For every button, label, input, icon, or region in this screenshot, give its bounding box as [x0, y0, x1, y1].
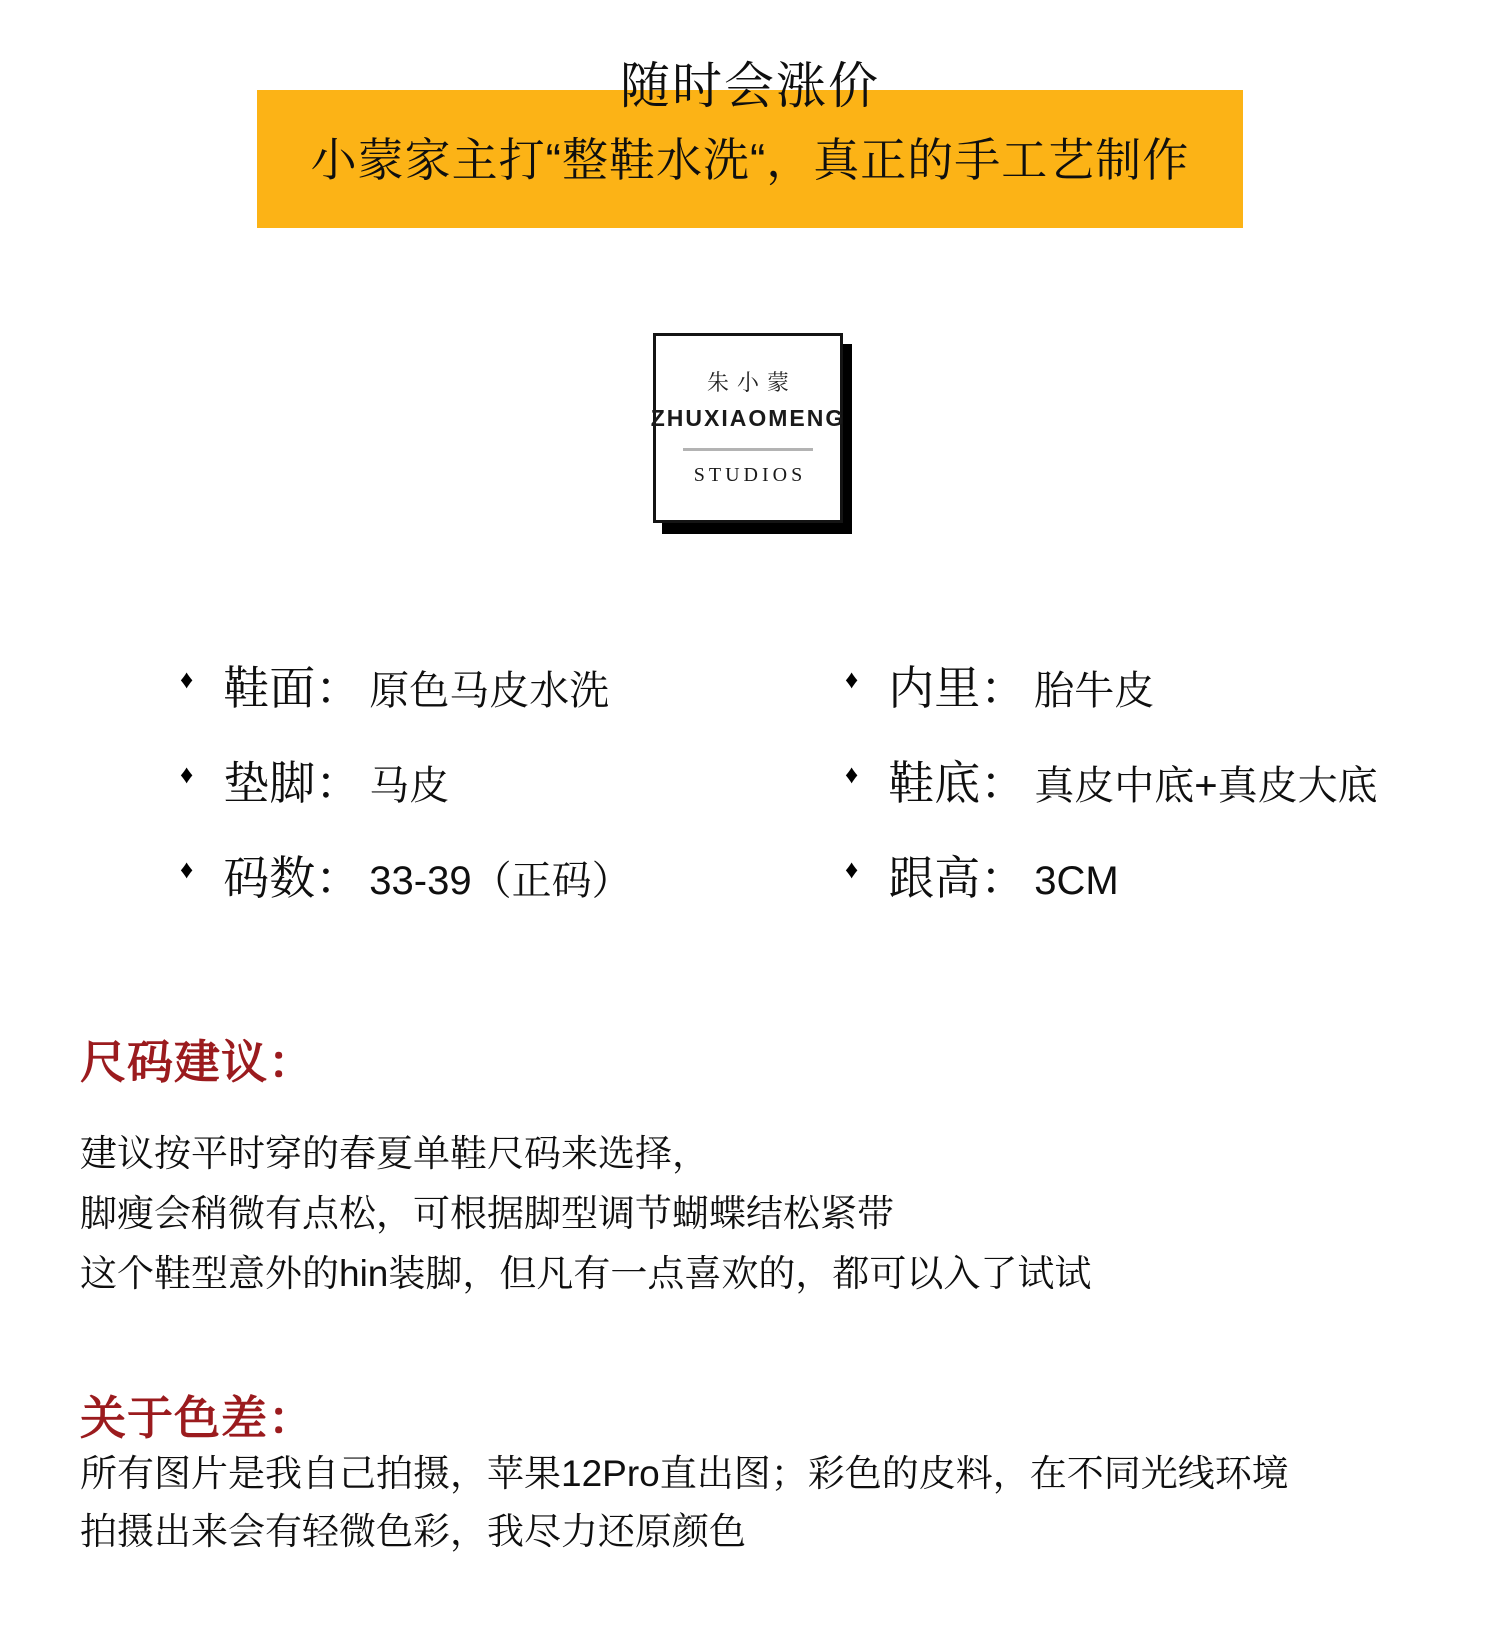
spec-value: 3CM	[1034, 859, 1119, 903]
logo-sub-name: STUDIOS	[693, 464, 807, 486]
size-advice-line: 建议按平时穿的春夏单鞋尺码来选择，	[80, 1133, 709, 1174]
logo-divider	[683, 448, 813, 451]
spec-label: 码数：	[223, 852, 362, 904]
page-title: 随时会涨价	[620, 58, 880, 114]
size-advice-line: 这个鞋型意外的hin装脚，但凡有一点喜欢的，都可以入了试试	[80, 1253, 1092, 1294]
spec-item-heel-height	[845, 842, 1378, 904]
spec-item-upper	[180, 652, 632, 714]
color-note-body	[80, 1448, 1289, 1564]
diamond-bullet-icon: ♦	[845, 663, 859, 694]
diamond-bullet-icon: ♦	[845, 853, 859, 884]
spec-label: 垫脚：	[223, 757, 362, 809]
spec-list-right	[845, 652, 1378, 937]
color-note-line: 所有图片是我自己拍摄，苹果12Pro直出图；彩色的皮料，在不同光线环境	[80, 1453, 1289, 1494]
size-advice-heading: 尺码建议：	[80, 1036, 315, 1088]
diamond-bullet-icon: ♦	[180, 853, 194, 884]
spec-value: 原色马皮水洗	[369, 669, 610, 713]
spec-value: 胎牛皮	[1034, 669, 1155, 713]
size-advice-line: 脚瘦会稍微有点松，可根据脚型调节蝴蝶结松紧带	[80, 1193, 894, 1234]
spec-label: 跟高：	[888, 852, 1027, 904]
spec-label: 鞋底：	[888, 757, 1027, 809]
promo-banner-text: 小蒙家主打“整鞋水洗“，真正的手工艺制作	[310, 134, 1190, 186]
diamond-bullet-icon: ♦	[180, 758, 194, 789]
color-note-heading: 关于色差：	[80, 1392, 315, 1444]
logo-cn-name: 朱小蒙	[706, 370, 797, 395]
spec-value: 真皮中底+真皮大底	[1034, 764, 1378, 808]
spec-list-left	[180, 652, 632, 937]
spec-value: 马皮	[369, 764, 450, 808]
logo-en-name: ZHUXIAOMENG	[650, 405, 846, 431]
spec-item-sole	[845, 747, 1378, 809]
spec-label: 鞋面：	[223, 662, 362, 714]
diamond-bullet-icon: ♦	[180, 663, 194, 694]
brand-logo-box	[650, 333, 846, 523]
spec-value: 33-39（正码）	[369, 859, 632, 903]
spec-item-lining	[845, 652, 1378, 714]
spec-item-insole-pad	[180, 747, 632, 809]
color-note-line: 拍摄出来会有轻微色彩，我尽力还原颜色	[80, 1511, 746, 1552]
spec-label: 内里：	[888, 662, 1027, 714]
spec-item-sizes	[180, 842, 632, 904]
diamond-bullet-icon: ♦	[845, 758, 859, 789]
size-advice-body	[80, 1128, 1091, 1308]
